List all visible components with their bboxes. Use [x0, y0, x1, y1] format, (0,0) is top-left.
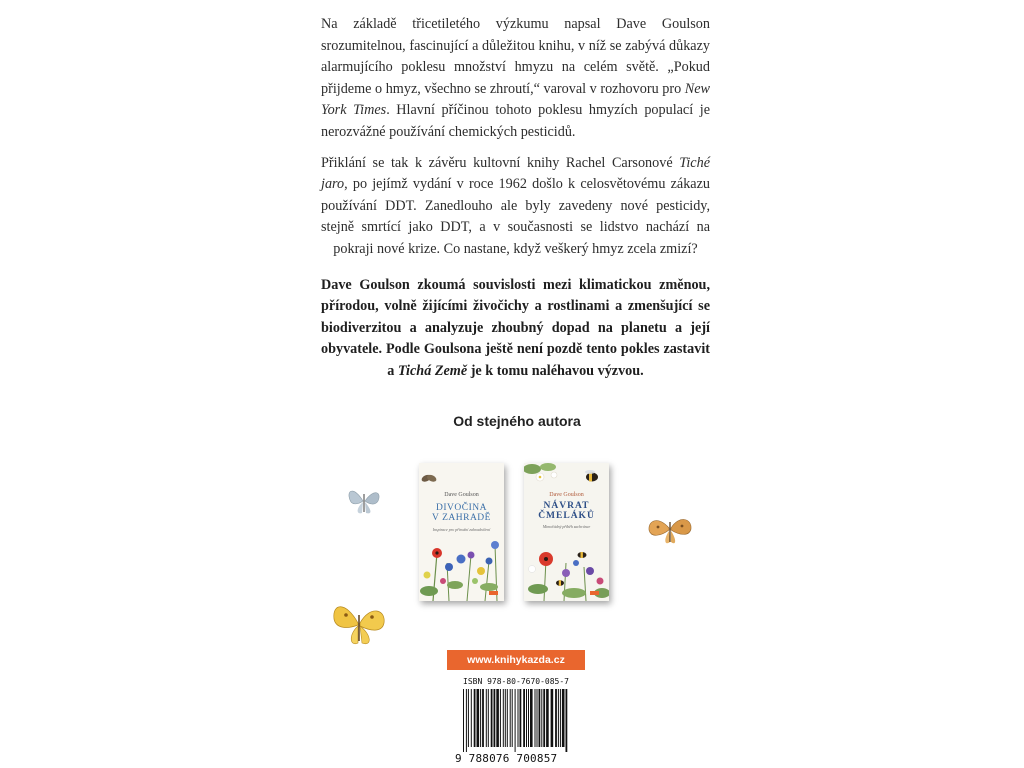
barcode-bar: [466, 689, 467, 752]
barcode-bar: [480, 689, 481, 747]
barcode-bar: [546, 689, 549, 747]
book1-title-line2: V ZAHRADĚ: [432, 513, 491, 523]
barcode-bar: [474, 689, 476, 747]
description-paragraph-2: Přiklání se tak k závěru kultovní knihy Rachel Carsonové Tiché jaro, po jejímž vydání v roce 1962 došlo k celosvětovému zákazu používání DDT. Zanedlouho ale byly zavedeny nové pesticidy, stejně smrtící jako DDT, a v současnosti se lidstvo nachází na pokraji nové krize. Co nastane, když veškerý hmyz zcela zmizí?: [321, 154, 710, 257]
barcode-bar: [471, 689, 472, 747]
book2-title: [524, 501, 609, 521]
publisher-logo: [489, 591, 498, 595]
barcode-bar: [491, 689, 493, 747]
barcode-bar: [566, 689, 568, 752]
book-cover-divocina: [419, 463, 504, 601]
barcode-bar: [482, 689, 484, 747]
barcode-bar: [535, 689, 536, 747]
book2-title-line1: NÁVRAT: [543, 501, 590, 511]
barcode-bar: [512, 689, 513, 747]
book1-author: Dave Goulson: [444, 492, 479, 498]
publisher-website-badge: www.knihykazda.cz: [447, 650, 585, 670]
book2-subtitle: Mimořádný příběh zachránce: [542, 524, 591, 529]
barcode-bar: [496, 689, 499, 747]
barcode-bar: [543, 689, 545, 747]
book1-title-line1: DIVOČINA: [436, 503, 487, 513]
barcode-bar: [528, 689, 529, 747]
isbn-label: ISBN 978-80-7670-085-7: [463, 677, 569, 686]
same-author-heading: Od stejného autora: [453, 413, 581, 429]
barcode-bar: [477, 689, 480, 747]
book1-subtitle: Inspirace pro přírodní zahradničení: [432, 527, 491, 532]
orange-moth-icon: [645, 512, 695, 550]
description-paragraph-3: Dave Goulson zkoumá souvislosti mezi klimatickou změnou, přírodou, volně žijícími živočichy a rostlinami a zmenšující se biodiverzitou a analyzuje zhoubný dopad na planetu a její obyvatele. Podle Goulsona ještě není pozdě tento pokles zastavit a Tichá Země je k tomu naléhavou výzvou.: [321, 276, 710, 379]
book1-title: [419, 503, 504, 523]
book-cover-art: [524, 463, 609, 601]
barcode-bar: [537, 689, 538, 747]
description-paragraph-1: Na základě třicetiletého výzkumu napsal Dave Goulson srozumitelnou, fascinující a důležitou knihu, v níž se zabývá důkazy alarmujícího poklesu množství hmyzu na celém světě. „Pokud přijdeme o hmyz, všechno se zhroutí,“ varoval v rozhovoru pro New York Times. Hlavní příčinou tohoto poklesu hmyzích populací je nerozvážné používání chemických pesticidů.: [321, 16, 710, 140]
barcode-bar: [558, 689, 559, 747]
blue-butterfly-icon: [344, 484, 384, 518]
barcode-bar: [520, 689, 522, 747]
publisher-logo: [590, 591, 599, 595]
book-cover-art: [419, 463, 504, 601]
barcode-bar: [555, 689, 557, 747]
barcode-bar: [494, 689, 496, 747]
book2-title-line2: ČMELÁKŮ: [538, 511, 595, 521]
yellow-butterfly-icon: [328, 595, 390, 653]
barcode-bar: [505, 689, 506, 747]
barcode-bar: [463, 689, 464, 752]
barcode-bar: [507, 689, 508, 747]
barcode-digits: 9 788076 700857: [455, 752, 558, 765]
barcode-bar: [510, 689, 511, 747]
barcode-bar: [541, 689, 542, 747]
barcode-bar: [518, 689, 519, 747]
description-text: [321, 14, 710, 392]
barcode-bar: [468, 689, 469, 747]
barcode-bar: [526, 689, 527, 747]
barcode-bar: [503, 689, 504, 747]
barcode-bar: [523, 689, 525, 747]
barcode-bar: [530, 689, 533, 747]
isbn-barcode: [455, 674, 573, 768]
barcode-bar: [488, 689, 489, 747]
barcode-bar: [500, 689, 501, 747]
book2-author: Dave Goulson: [549, 492, 584, 498]
barcode-bar: [562, 689, 565, 747]
barcode-bar: [539, 689, 541, 747]
barcode-bar: [551, 689, 554, 747]
barcode-bar: [515, 689, 516, 752]
barcode-bars: [463, 689, 569, 752]
book-cover-navrat-cmelaku: [524, 463, 609, 601]
barcode-bar: [486, 689, 487, 747]
barcode-bar: [560, 689, 561, 747]
